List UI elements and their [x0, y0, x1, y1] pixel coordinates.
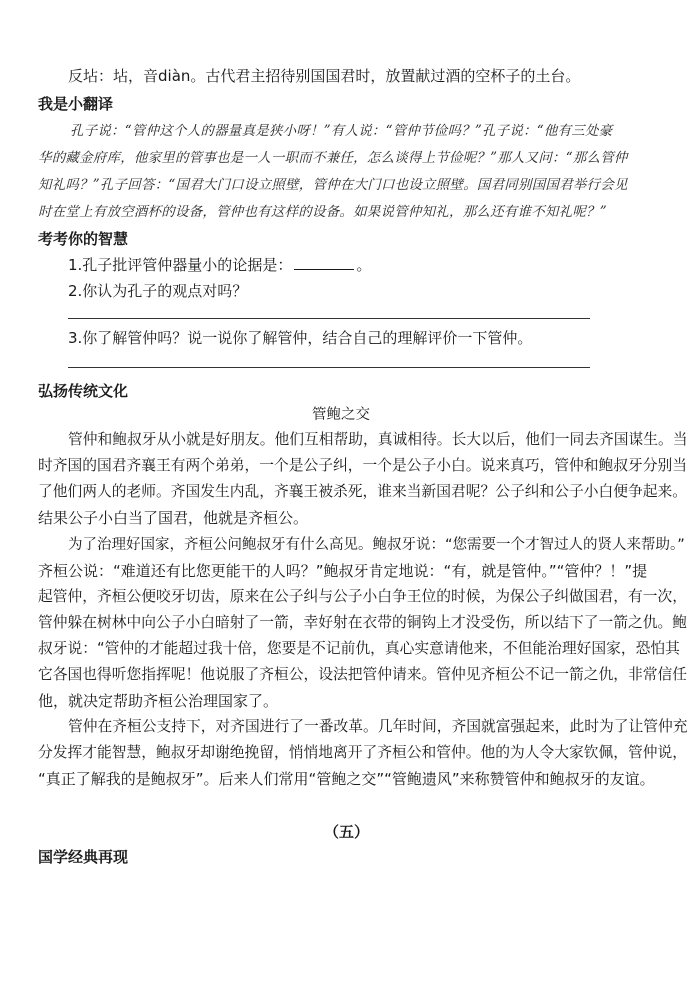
quiz-q1-end: 。 [356, 256, 372, 274]
story-line-4: 结果公子小白当了国君，他就是齐桓公。 [38, 509, 309, 527]
intro-note: 反坫：坫，音diàn。古代君主招待别国国君时，放置献过酒的空杯子的土台。 [68, 67, 581, 85]
story-line-8: 管仲躲在树林中向公子小白暗射了一箭，幸好射在衣带的铜钩上才没受伤，所以结下了一箭之仇。鲍 [38, 614, 687, 631]
translate-line-3: 知礼吗？”孔子回答：“国君大门口设立照壁，管仲在大门口也设立照壁。国君同别国国君举行会见 [38, 177, 628, 193]
translate-line-4: 时在堂上有放空酒杯的设备，管仲也有这样的设备。如果说管仲知礼，那么还有谁不知礼呢？” [38, 204, 607, 220]
classics-section-title: 国学经典再现 [38, 848, 129, 866]
q2-answer-line[interactable] [68, 318, 590, 319]
quiz-question-1 [68, 255, 371, 275]
translate-line-1: 孔子说：“管仲这个人的器量真是狭小呀！”有人说：“管仲节俭吗？”孔子说：“他有三处豪 [70, 123, 613, 139]
story-line-13: 分发挥才能智慧，鲍叔牙却谢绝挽留，悄悄地离开了齐桓公和管仲。他的为人令大家钦佩，管仲说， [38, 744, 687, 761]
story-line-10: 它各国也得听您指挥呢！他说服了齐桓公，设法把管仲请来。管仲见齐桓公不记一箭之仇，非常信任 [38, 666, 687, 683]
translate-line-2: 华的藏金府库，他家里的管事也是一人一职而不兼任，怎么谈得上节俭呢？”那人又问：“那么管仲 [38, 150, 628, 166]
quiz-q1-text: 1.孔子批评管仲器量小的论据是： [68, 256, 293, 274]
quiz-section-title: 考考你的智慧 [38, 230, 129, 248]
story-line-14: “真正了解我的是鲍叔牙”。后来人们常用“管鲍之交”“管鲍遗风”来称赞管仲和鲍叔牙的友谊。 [38, 770, 655, 788]
story-line-12: 管仲在齐桓公支持下，对齐国进行了一番改革。几年时间，齐国就富强起来，此时为了让管仲充 [68, 718, 688, 735]
story-line-11: 他，就决定帮助齐桓公治理国家了。 [38, 692, 279, 710]
story-line-2: 时齐国的国君齐襄王有两个弟弟，一个是公子纠，一个是公子小白。说来真巧，管仲和鲍叔牙分别当 [38, 457, 687, 474]
story-title: 管鲍之交 [312, 407, 370, 423]
culture-section-title: 弘扬传统文化 [38, 382, 129, 400]
story-line-1: 管仲和鲍叔牙从小就是好朋友。他们互相帮助，真诚相待。长大以后，他们一同去齐国谋生。当 [68, 431, 688, 448]
translate-section-title: 我是小翻译 [38, 95, 114, 113]
story-line-3: 了他们两人的老师。齐国发生内乱，齐襄王被杀死，谁来当新国君呢？公子纠和公子小白便争起来。 [38, 483, 687, 500]
quiz-question-2: 2.你认为孔子的观点对吗？ [68, 282, 248, 300]
q1-answer-blank[interactable] [294, 255, 354, 270]
section-number: （五） [324, 823, 370, 841]
story-line-6: 齐桓公说：“难道还有比您更能干的人吗？”鲍叔牙肯定地说：“有，就是管仲。”“管仲？！”提 [38, 562, 648, 580]
story-line-9: 叔牙说：“管仲的才能超过我十倍，您要是不记前仇，真心实意请他来，不但能治理好国家，恐怕其 [38, 640, 680, 657]
story-line-5: 为了治理好国家，齐桓公问鲍叔牙有什么高见。鲍叔牙说：“您需要一个才智过人的贤人来帮助。” [68, 537, 685, 553]
quiz-question-3: 3.你了解管仲吗？说一说你了解管仲，结合自己的理解评价一下管仲。 [68, 329, 533, 347]
story-line-7: 起管仲，齐桓公便咬牙切齿，原来在公子纠与公子小白争王位的时候，为保公子纠做国君，有一次， [38, 588, 687, 605]
q3-answer-line[interactable] [68, 367, 590, 368]
